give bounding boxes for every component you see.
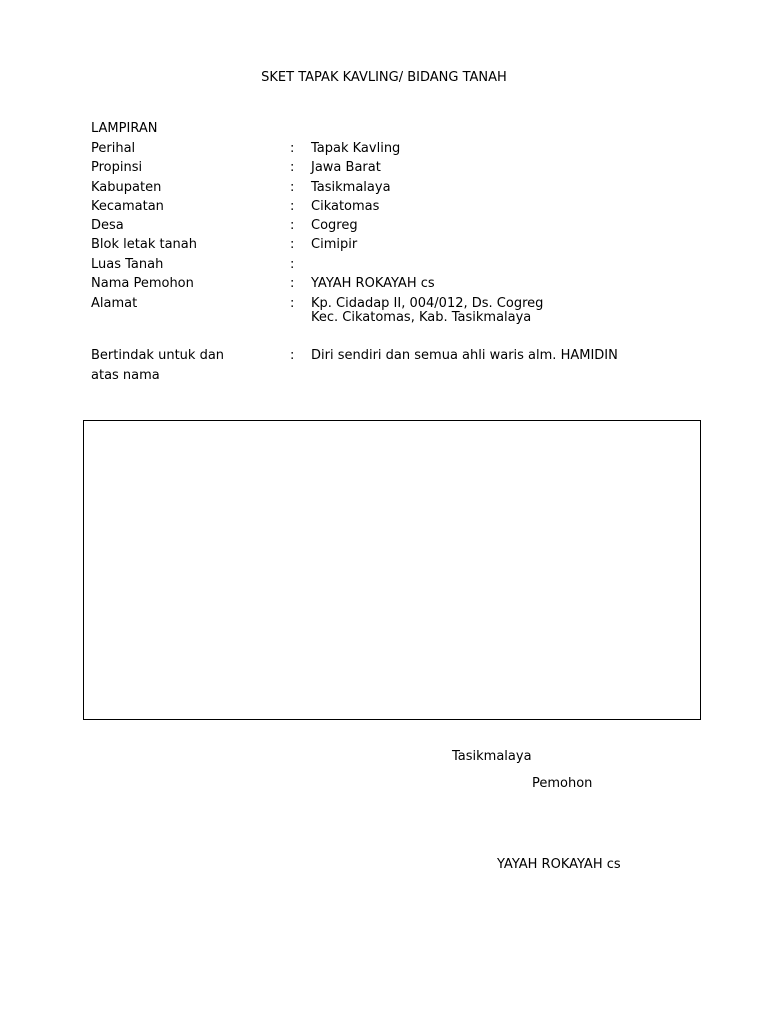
field-value-blok-letak-tanah: Cimipir: [311, 237, 358, 252]
field-value-perihal: Tapak Kavling: [311, 141, 401, 156]
field-label-alamat: Alamat: [91, 296, 138, 311]
field-value-alamat: Kp. Cidadap II, 004/012, Ds. Cogreg: [311, 296, 544, 311]
field-separator: :: [290, 257, 295, 272]
field-label-nama-pemohon: Nama Pemohon: [91, 276, 194, 291]
field-value-propinsi: Jawa Barat: [311, 160, 381, 175]
document-title: SKET TAPAK KAVLING/ BIDANG TANAH: [261, 70, 507, 85]
field-value-kabupaten: Tasikmalaya: [311, 180, 391, 195]
field-value-kecamatan: Cikatomas: [311, 199, 380, 214]
field-separator: :: [290, 180, 295, 195]
field-value-alamat-line2: Kec. Cikatomas, Kab. Tasikmalaya: [311, 310, 532, 325]
lampiran-label: LAMPIRAN: [91, 121, 158, 136]
signature-name: YAYAH ROKAYAH cs: [497, 857, 621, 872]
on-behalf-value: Diri sendiri dan semua ahli waris alm. HAMIDIN: [311, 348, 618, 363]
sketch-drawing-area: [83, 420, 701, 720]
field-separator: :: [290, 237, 295, 252]
field-value-nama-pemohon: YAYAH ROKAYAH cs: [311, 276, 435, 291]
field-separator: :: [290, 296, 295, 311]
field-label-kabupaten: Kabupaten: [91, 180, 162, 195]
field-label-desa: Desa: [91, 218, 124, 233]
field-separator: :: [290, 160, 295, 175]
field-separator: :: [290, 199, 295, 214]
signature-place: Tasikmalaya: [452, 749, 532, 764]
field-label-blok-letak-tanah: Blok letak tanah: [91, 237, 197, 252]
field-separator: :: [290, 218, 295, 233]
field-label-perihal: Perihal: [91, 141, 136, 156]
field-label-kecamatan: Kecamatan: [91, 199, 164, 214]
field-label-luas-tanah: Luas Tanah: [91, 257, 164, 272]
field-value-desa: Cogreg: [311, 218, 358, 233]
signature-role: Pemohon: [532, 776, 593, 791]
on-behalf-label: Bertindak untuk dan: [91, 348, 225, 363]
field-label-propinsi: Propinsi: [91, 160, 143, 175]
field-separator: :: [290, 348, 295, 363]
on-behalf-label-line2: atas nama: [91, 368, 160, 383]
field-separator: :: [290, 276, 295, 291]
field-separator: :: [290, 141, 295, 156]
